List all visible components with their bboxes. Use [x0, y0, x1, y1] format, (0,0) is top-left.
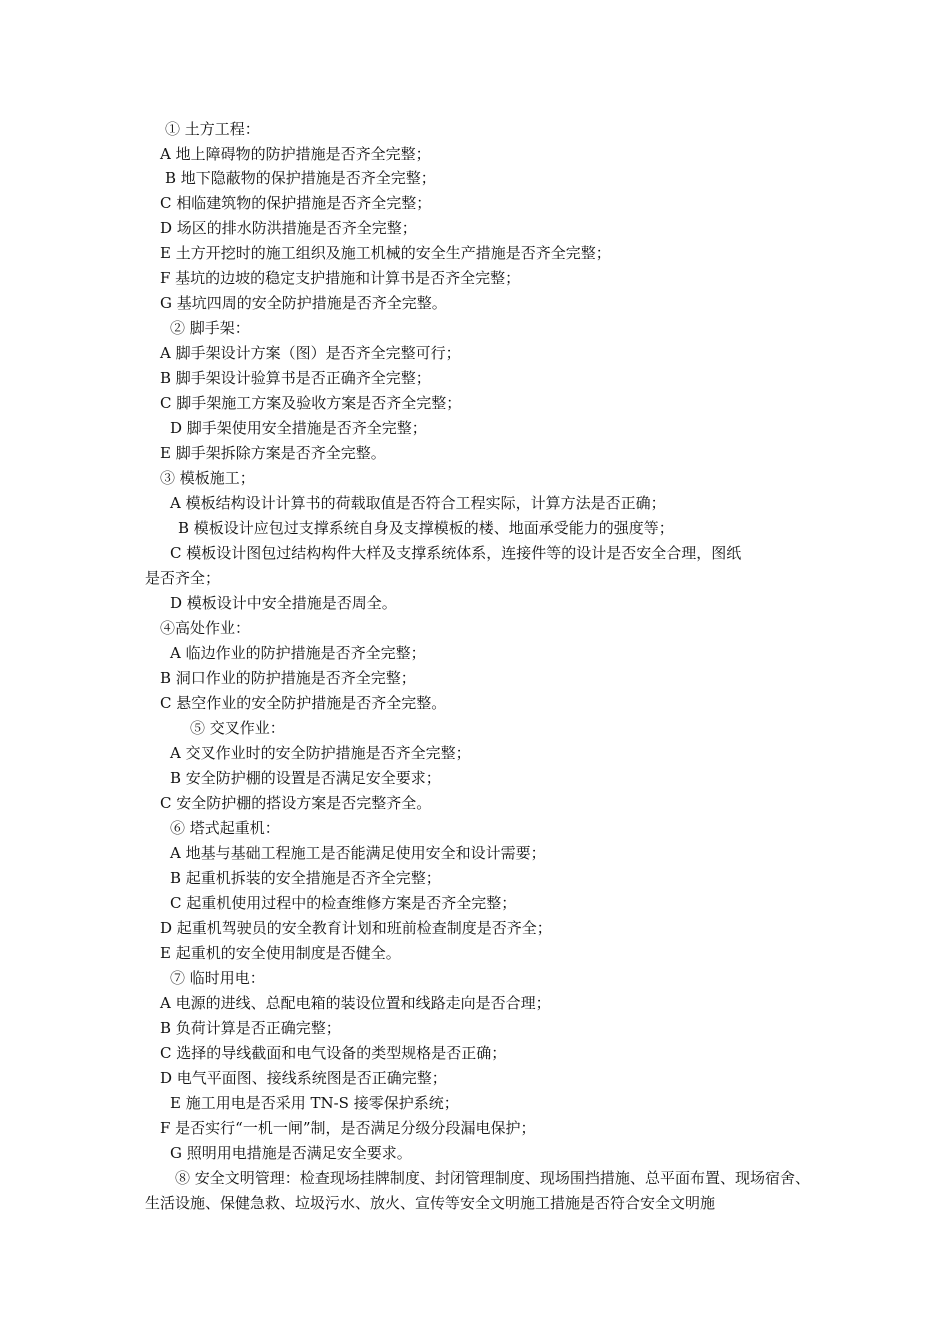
earthwork-item-f: F 基坑的边坡的稳定支护措施和计算书是否齐全完整；: [160, 269, 521, 287]
section-earthwork-heading: ① 土方工程：: [165, 120, 260, 138]
scaffold-item-b: B 脚手架设计验算书是否正确齐全完整；: [160, 369, 431, 387]
tower-crane-item-a: A 地基与基础工程施工是否能满足使用安全和设计需要；: [170, 844, 546, 862]
temp-power-item-f: F 是否实行“一机一闸”制，是否满足分级分段漏电保护；: [160, 1119, 536, 1137]
scaffold-item-d: D 脚手架使用安全措施是否齐全完整；: [170, 419, 427, 437]
scaffold-item-e: E 脚手架拆除方案是否齐全完整。: [160, 444, 386, 462]
scaffold-item-c: C 脚手架施工方案及验收方案是否齐全完整；: [160, 394, 462, 412]
temp-power-item-g: G 照明用电措施是否满足安全要求。: [170, 1144, 412, 1162]
formwork-item-c-cont: 是否齐全；: [145, 569, 221, 587]
section-height-work-heading: ④高处作业：: [160, 619, 251, 637]
earthwork-item-b: B 地下隐蔽物的保护措施是否齐全完整；: [165, 169, 436, 187]
tower-crane-item-c: C 起重机使用过程中的检查维修方案是否齐全完整；: [170, 894, 517, 912]
earthwork-item-a: A 地上障碍物的防护措施是否齐全完整；: [160, 145, 431, 163]
tower-crane-item-d: D 起重机驾驶员的安全教育计划和班前检查制度是否齐全；: [160, 919, 552, 937]
height-work-item-c: C 悬空作业的安全防护措施是否齐全完整。: [160, 694, 447, 712]
earthwork-item-c: C 相临建筑物的保护措施是否齐全完整；: [160, 194, 432, 212]
section-civilized-management-paragraph: ⑧ 安全文明管理：检查现场挂牌制度、封闭管理制度、现场围挡措施、总平面布置、现场宿舍、生活设施、保健急救、垃圾污水、放火、宣传等安全文明施工措施是否符合安全文明施: [145, 1169, 810, 1212]
temp-power-item-a: A 电源的进线、总配电箱的装设位置和线路走向是否合理；: [160, 994, 551, 1012]
cross-work-item-c: C 安全防护棚的搭设方案是否完整齐全。: [160, 794, 432, 812]
cross-work-item-b: B 安全防护棚的设置是否满足安全要求；: [170, 769, 441, 787]
formwork-item-b: B 模板设计应包过支撑系统自身及支撑模板的楼、地面承受能力的强度等；: [178, 519, 674, 537]
formwork-item-a: A 模板结构设计计算书的荷载取值是否符合工程实际，计算方法是否正确；: [170, 494, 666, 512]
temp-power-item-d: D 电气平面图、接线系统图是否正确完整；: [160, 1069, 447, 1087]
section-scaffold-heading: ② 脚手架：: [170, 319, 250, 337]
height-work-item-a: A 临边作业的防护措施是否齐全完整；: [170, 644, 426, 662]
section-tower-crane-heading: ⑥ 塔式起重机：: [170, 819, 280, 837]
section-temp-power-heading: ⑦ 临时用电：: [170, 969, 265, 987]
earthwork-item-d: D 场区的排水防洪措施是否齐全完整；: [160, 219, 417, 237]
height-work-item-b: B 洞口作业的防护措施是否齐全完整；: [160, 669, 416, 687]
formwork-item-d: D 模板设计中安全措施是否周全。: [170, 594, 397, 612]
temp-power-item-c: C 选择的导线截面和电气设备的类型规格是否正确；: [160, 1044, 507, 1062]
tower-crane-item-e: E 起重机的安全使用制度是否健全。: [160, 944, 401, 962]
temp-power-item-e: E 施工用电是否采用 TN-S 接零保护系统；: [170, 1094, 459, 1112]
cross-work-item-a: A 交叉作业时的安全防护措施是否齐全完整；: [170, 744, 471, 762]
scaffold-item-a: A 脚手架设计方案（图）是否齐全完整可行；: [160, 344, 461, 362]
earthwork-item-e: E 土方开挖时的施工组织及施工机械的安全生产措施是否齐全完整；: [160, 244, 611, 262]
temp-power-item-b: B 负荷计算是否正确完整；: [160, 1019, 341, 1037]
section-formwork-heading: ③ 模板施工；: [160, 469, 255, 487]
section-cross-work-heading: ⑤ 交叉作业：: [190, 719, 285, 737]
formwork-item-c: C 模板设计图包过结构构件大样及支撑系统体系，连接件等的设计是否安全合理，图纸: [170, 544, 742, 562]
tower-crane-item-b: B 起重机拆装的安全措施是否齐全完整；: [170, 869, 441, 887]
earthwork-item-g: G 基坑四周的安全防护措施是否齐全完整。: [160, 294, 447, 312]
